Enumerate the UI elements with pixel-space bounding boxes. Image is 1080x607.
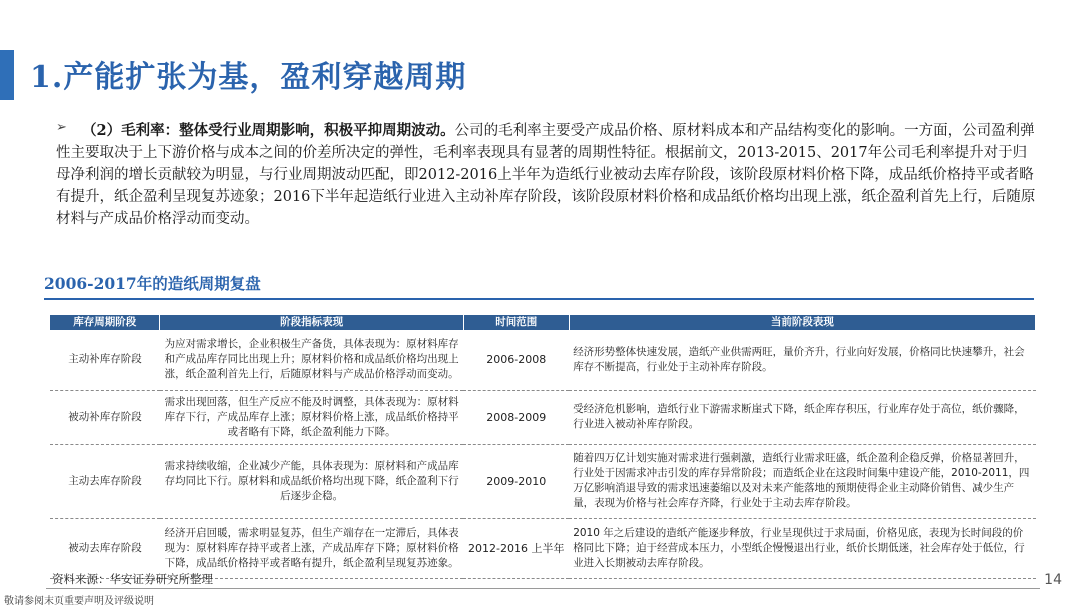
table-row <box>50 444 1036 518</box>
table-row <box>50 330 1036 390</box>
header-status: 当前阶段表现 <box>569 315 1035 330</box>
disclaimer: 敬请参阅末页重要声明及评级说明 <box>4 596 154 607</box>
cell-period: 2006-2008 <box>463 330 569 390</box>
cell-indicator: 为应对需求增长，企业积极生产备货，具体表现为：原材料库存和产成品库存同比出现上升；原材料价格和成品纸价格均出现上涨，纸企盈利首先上行，后随原材料与产成品价格浮动而变动。 <box>160 330 463 390</box>
cell-stage: 主动补库存阶段 <box>50 330 160 390</box>
cell-period: 2012-2016 上半年 <box>463 518 569 578</box>
body-paragraph <box>56 120 1036 230</box>
paragraph-lead: （2）毛利率：整体受行业周期影响，积极平抑周期波动。 <box>82 122 455 139</box>
cell-period: 2008-2009 <box>463 390 569 444</box>
page-number: 14 <box>1044 572 1062 588</box>
cell-indicator: 经济开启回暖，需求明显复苏，但生产端存在一定滞后，具体表现为：原材料库存持平或者上涨，产成品库存下降；原材料价格下降，成品纸价格持平或者略有提升，纸企盈利呈现复苏迹象。 <box>160 518 463 578</box>
table-title: 2006-2017年的造纸周期复盘 <box>44 274 261 293</box>
header-indicator: 阶段指标表现 <box>160 315 463 330</box>
header-stage: 库存周期阶段 <box>50 315 160 330</box>
paragraph-text: 公司的毛利率主要受产成品价格、原材料成本和产品结构变化的影响。一方面，公司盈利弹性主要取决于上下游价格与成本之间的价差所决定的弹性，毛利率表现具有显著的周期性特征。根据前文，2013-2015、2017年公司毛利率提升对于归母净利润的增长贡献较为明显，与行业周期波动匹配，即2012-2016上半年为造纸行业被动去库存阶段，该阶段原材料价格下降，成品纸价格持平或者略有提升，纸企盈利呈现复苏迹象；2016下半年起造纸行业进入主动补库存阶段，该阶段原材料价格和成品纸价格均出现上涨，纸企盈利首先上行，后随原材料与产成品价格浮动而变动。 <box>56 123 1036 227</box>
cell-stage: 主动去库存阶段 <box>50 444 160 518</box>
cell-status: 经济形势整体快速发展，造纸产业供需两旺，量价齐升，行业向好发展，价格同比快速攀升，社会库存不断提高，行业处于主动补库存阶段。 <box>569 330 1035 390</box>
footer-rule <box>46 588 1040 589</box>
table-row <box>50 390 1036 444</box>
cell-status: 随着四万亿计划实施对需求进行强刺激，造纸行业需求旺盛，纸企盈利企稳反弹，价格显著回升，行业处于因需求冲击引发的库存异常阶段；而造纸企业在这段时间集中建设产能，2010-2011，四万亿影响消退导致的需求迅速萎缩以及对未来产能落地的预期使得企业主动降价销售、减少生产量，表现为价格与社会库存齐降，行业处于主动去库存阶段。 <box>569 444 1035 518</box>
table-header-row <box>50 315 1036 330</box>
page-title: 1.产能扩张为基，盈利穿越周期 <box>30 60 467 95</box>
cell-stage: 被动去库存阶段 <box>50 518 160 578</box>
cell-stage: 被动补库存阶段 <box>50 390 160 444</box>
header-period: 时间范围 <box>463 315 569 330</box>
title-accent-bar <box>0 50 14 100</box>
table-title-rule <box>44 298 1034 300</box>
cell-period: 2009-2010 <box>463 444 569 518</box>
cell-indicator: 需求出现回落，但生产反应不能及时调整，具体表现为：原材料库存下行，产成品库存上涨；原材料价格上涨，成品纸价格持平或者略有下降，纸企盈利能力下降。 <box>160 390 463 444</box>
bullet-arrow-icon: ➢ <box>56 120 67 135</box>
cell-status: 2010 年之后建设的造纸产能逐步释放，行业呈现供过于求局面，价格见底，表现为长时间段的价格同比下降；迫于经营成本压力，小型纸企慢慢退出行业，纸价长期低迷，社会库存处于低位，行业进入长期被动去库存阶段。 <box>569 518 1035 578</box>
source-note: 资料来源：华安证券研究所整理 <box>52 572 213 586</box>
table-row <box>50 518 1036 578</box>
paper-cycle-table <box>50 315 1036 579</box>
cell-status: 受经济危机影响，造纸行业下游需求断崖式下降，纸企库存积压，行业库存处于高位，纸价骤降，行业进入被动补库存阶段。 <box>569 390 1035 444</box>
cell-indicator: 需求持续收缩，企业减少产能，具体表现为：原材料和产成品库存均同比下行。原材料和成品纸价格均出现下降，纸企盈利下行后逐步企稳。 <box>160 444 463 518</box>
